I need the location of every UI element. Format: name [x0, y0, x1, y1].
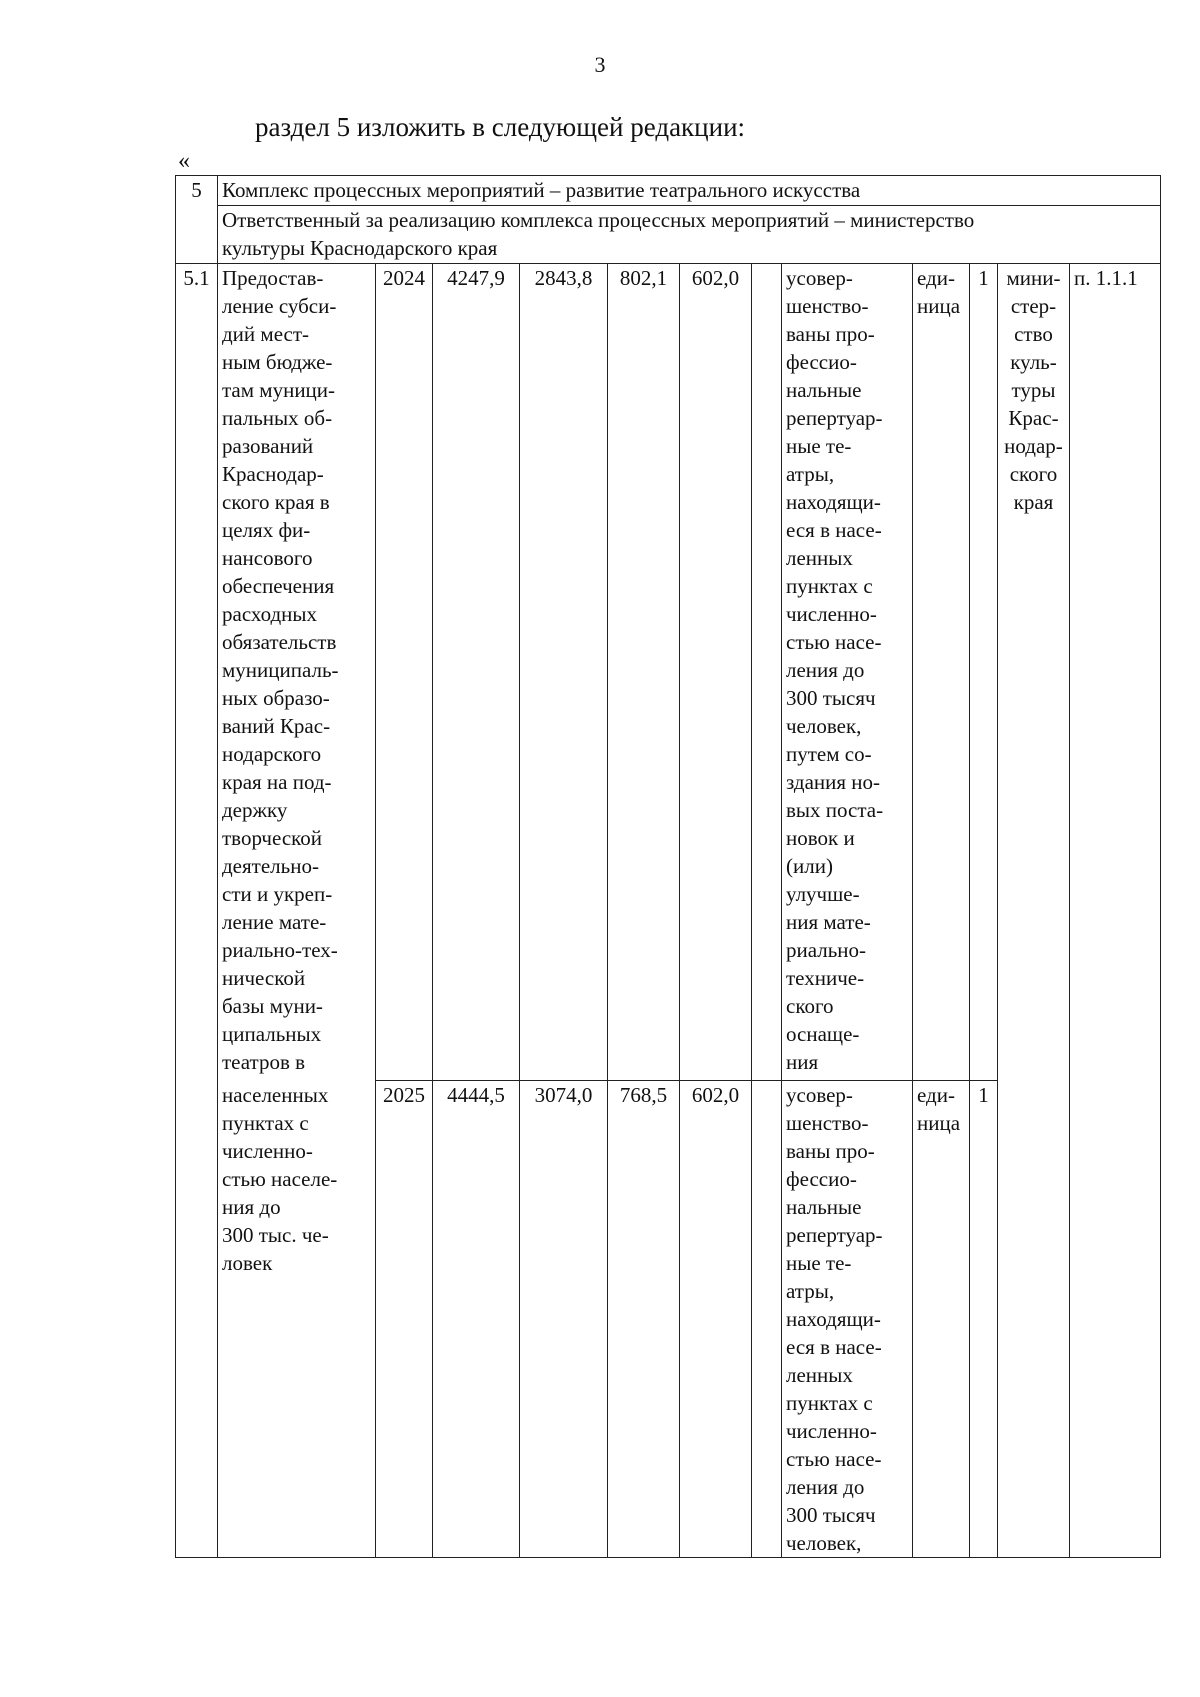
- value-cell: 2843,8: [520, 264, 608, 1081]
- total-cell: 4247,9: [433, 264, 520, 1081]
- opening-quote: «: [178, 148, 190, 174]
- quantity-cell: 1: [970, 264, 998, 1081]
- result-cell: усовер- шенство- ваны про- фессио- нальные репертуар- ные те- атры, находящи- еся в насе- ленных пунктах с численно- стью насе- ления до 300 тысяч человек, путем со- здания но- вых поста- новок и (или) улучше- ния мате- риально- техниче- ского оснаще- ния: [782, 264, 913, 1081]
- intro-text: раздел 5 изложить в следующей редакции:: [255, 112, 746, 142]
- section-responsible-row: [176, 206, 1161, 264]
- item-number: 5.1: [176, 264, 218, 1558]
- item-name-cell: [218, 264, 376, 1558]
- reference-cell: п. 1.1.1: [1070, 264, 1161, 1558]
- item-name-part2: населенных пунктах с численно- стью населе- ния до 300 тыс. че- ловек: [222, 1083, 338, 1275]
- table-row: [176, 264, 1161, 1081]
- program-table: [175, 175, 1161, 1558]
- value-cell: 3074,0: [520, 1081, 608, 1558]
- page-number: 3: [594, 52, 606, 77]
- responsible-body: мини- стер- ство куль- туры Крас- нодар- ского края: [998, 264, 1070, 1558]
- value-cell: 602,0: [680, 1081, 752, 1558]
- empty-cell: [752, 264, 782, 1081]
- unit-cell: еди- ница: [913, 264, 970, 1081]
- section-title: Комплекс процессных мероприятий – развитие театрального искусства: [218, 176, 1161, 206]
- empty-cell: [752, 1081, 782, 1558]
- section-title-row: [176, 176, 1161, 206]
- value-cell: 602,0: [680, 264, 752, 1081]
- item-name-part1: Предостав- ление субси- дий мест- ным бюдже- там муници- пальных об- разований Краснодар- ского края в целях фи- нансового обеспечения расходных обязательств муниципаль- ных образо- ваний Крас- нодарского края на под- держку творческой деятельно- сти и укреп- ление мате- риально-тех- нической базы муни- ципальных театров в: [222, 266, 339, 1074]
- unit-cell: еди- ница: [913, 1081, 970, 1558]
- value-cell: 802,1: [608, 264, 680, 1081]
- year-cell: 2025: [376, 1081, 433, 1558]
- section-responsible: Ответственный за реализацию комплекса процессных мероприятий – министерство культуры Краснодарского края: [218, 206, 1161, 264]
- quantity-cell: 1: [970, 1081, 998, 1558]
- result-cell: усовер- шенство- ваны про- фессио- нальные репертуар- ные те- атры, находящи- еся в насе- ленных пунктах с численно- стью насе- ления до 300 тысяч человек,: [782, 1081, 913, 1558]
- total-cell: 4444,5: [433, 1081, 520, 1558]
- section-number: 5: [176, 176, 218, 264]
- year-cell: 2024: [376, 264, 433, 1081]
- value-cell: 768,5: [608, 1081, 680, 1558]
